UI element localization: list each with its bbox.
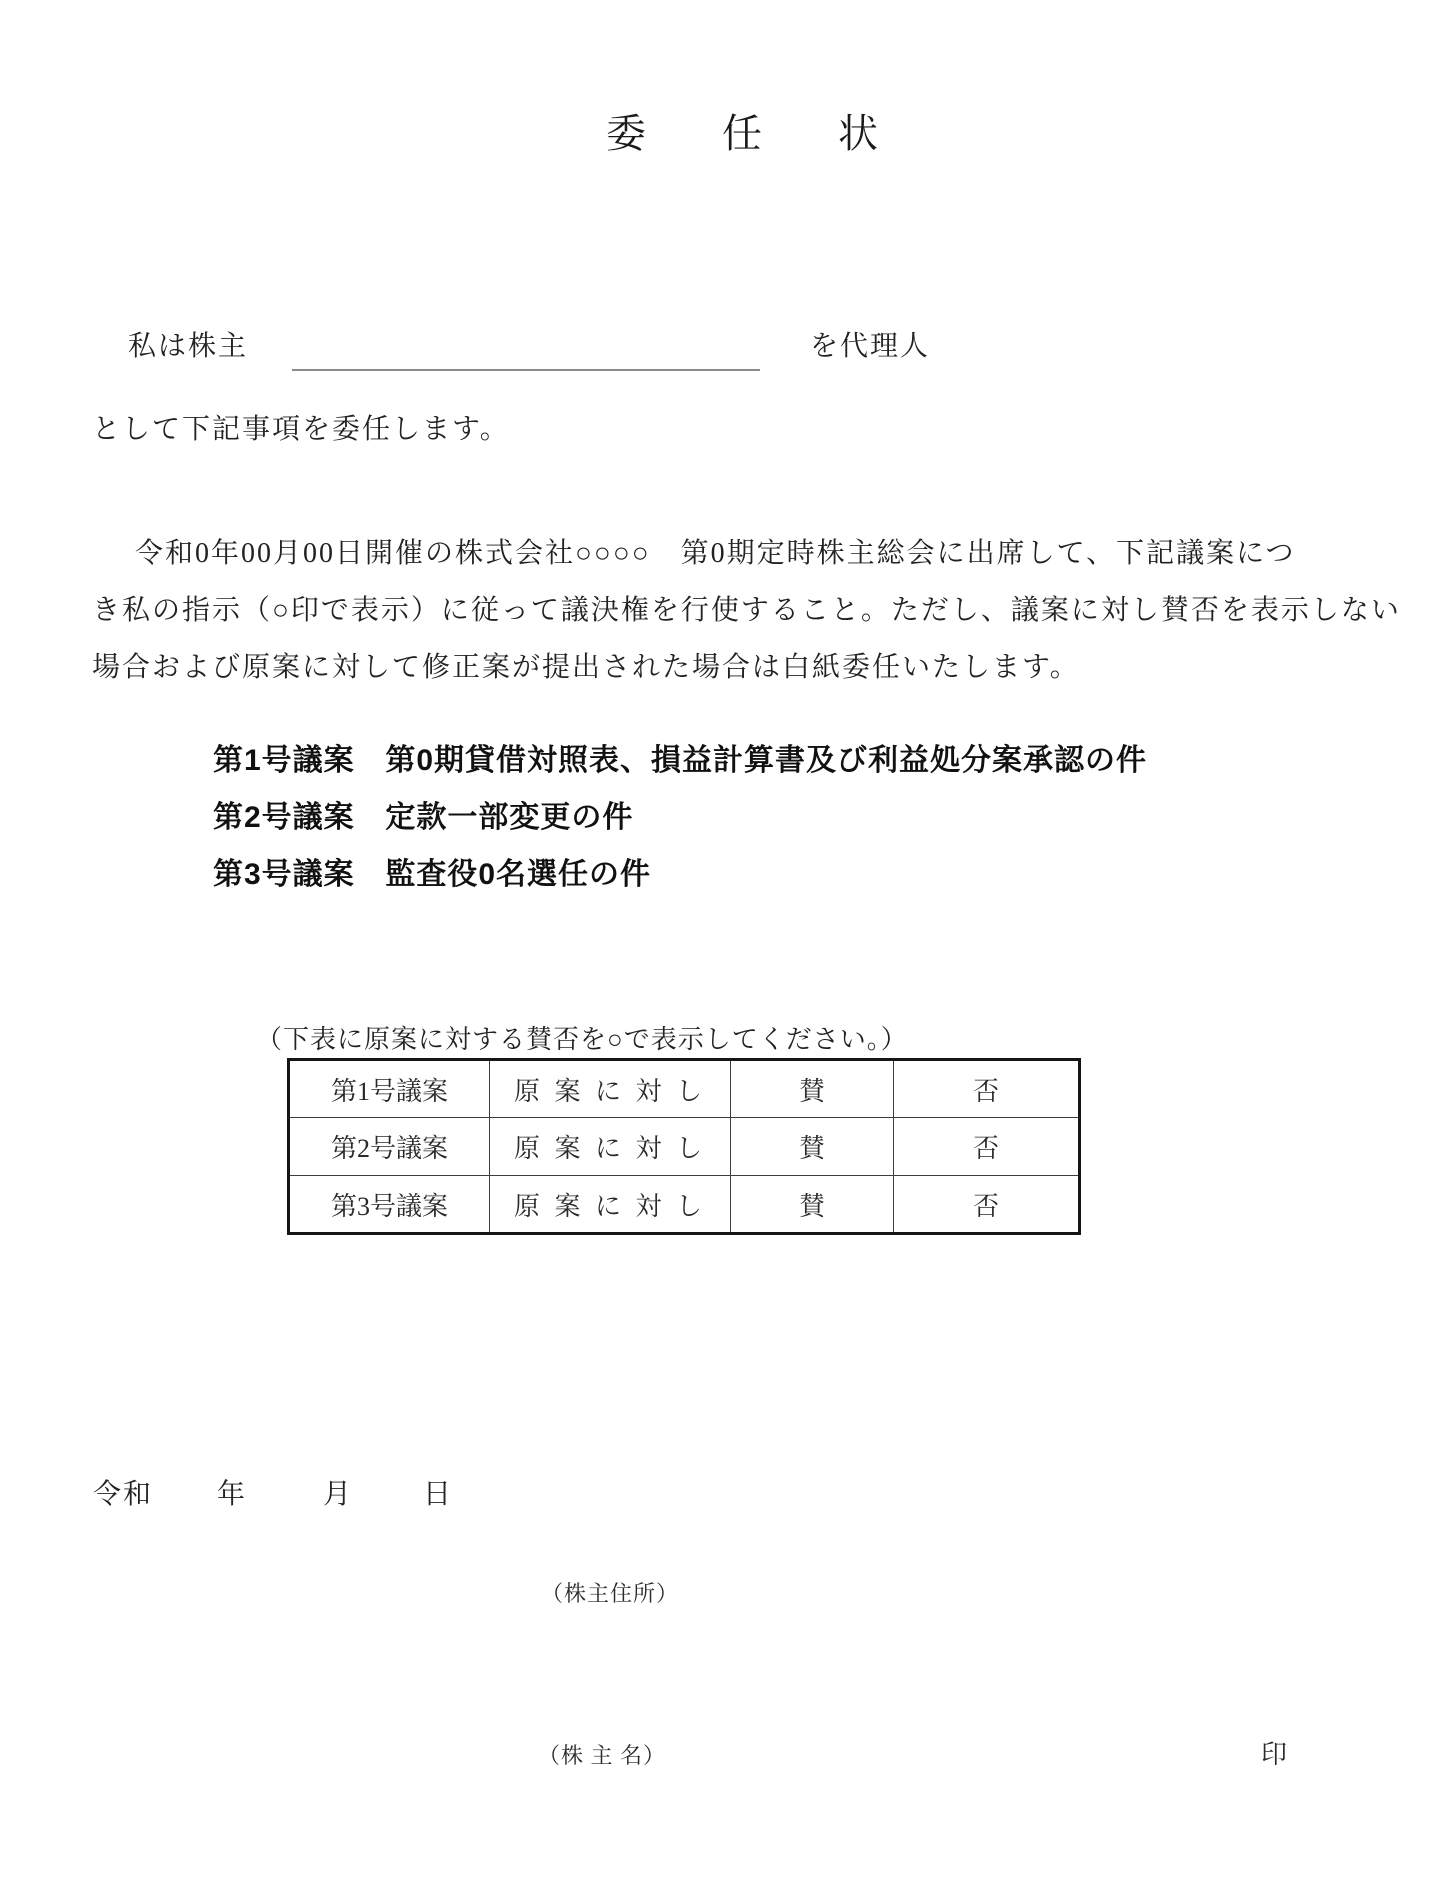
agenda-item-3 (213, 849, 651, 893)
agenda-item-1 (213, 735, 1147, 779)
agenda-item-3-label: 第3号議案 (213, 858, 355, 891)
body-paragraph-line3: 場合および原案に対して修正案が提出された場合は白紙委任いたします。 (92, 652, 1080, 683)
agenda-item-2-label: 第2号議案 (213, 801, 355, 834)
shareholder-address-label: （株主住所） (541, 1581, 680, 1606)
intro-line2: として下記事項を委任します。 (92, 414, 510, 445)
page-title: 委 任 状 (606, 111, 896, 156)
vote-row1-clause: 原 案 に 対 し (490, 1060, 731, 1118)
vote-row3-approve[interactable]: 賛 (731, 1176, 894, 1234)
table-row (289, 1118, 1080, 1176)
vote-row1-oppose[interactable]: 否 (894, 1060, 1080, 1118)
date-month-label: 月 (323, 1479, 354, 1510)
agenda-item-1-text: 第0期貸借対照表、損益計算書及び利益処分案承認の件 (385, 744, 1148, 777)
date-day-label: 日 (423, 1479, 454, 1510)
vote-row2-clause: 原 案 に 対 し (490, 1118, 731, 1176)
shareholder-name-blank-field[interactable] (292, 369, 760, 371)
agenda-item-1-label: 第1号議案 (213, 744, 355, 777)
date-year-label: 年 (217, 1479, 248, 1510)
vote-row3-item: 第3号議案 (289, 1176, 490, 1234)
agenda-item-2 (213, 792, 633, 836)
table-row (289, 1060, 1080, 1118)
body-paragraph-line2: き私の指示（○印で表示）に従って議決権を行使すること。ただし、議案に対し賛否を表示しない (92, 595, 1401, 626)
vote-row3-clause: 原 案 に 対 し (490, 1176, 731, 1234)
agenda-item-3-text: 監査役0名選任の件 (385, 858, 652, 891)
seal-mark: 印 (1261, 1740, 1288, 1769)
intro-suffix-label: を代理人 (810, 331, 931, 362)
vote-row3-oppose[interactable]: 否 (894, 1176, 1080, 1234)
vote-table (287, 1058, 1081, 1235)
agenda-item-2-text: 定款一部変更の件 (385, 801, 634, 834)
body-paragraph-line1: 令和0年00月00日開催の株式会社○○○○ 第0期定時株主総会に出席して、下記議案につ (135, 538, 1296, 569)
vote-table-note: （下表に原案に対する賛否を○で表示してください。） (256, 1025, 908, 1054)
vote-row2-item: 第2号議案 (289, 1118, 490, 1176)
vote-row1-item: 第1号議案 (289, 1060, 490, 1118)
table-row (289, 1176, 1080, 1234)
date-era-label: 令和 (93, 1479, 154, 1510)
vote-row2-oppose[interactable]: 否 (894, 1118, 1080, 1176)
vote-row2-approve[interactable]: 賛 (731, 1118, 894, 1176)
shareholder-name-label: （株 主 名） (538, 1743, 667, 1768)
intro-prefix-label: 私は株主 (128, 331, 249, 362)
vote-row1-approve[interactable]: 賛 (731, 1060, 894, 1118)
